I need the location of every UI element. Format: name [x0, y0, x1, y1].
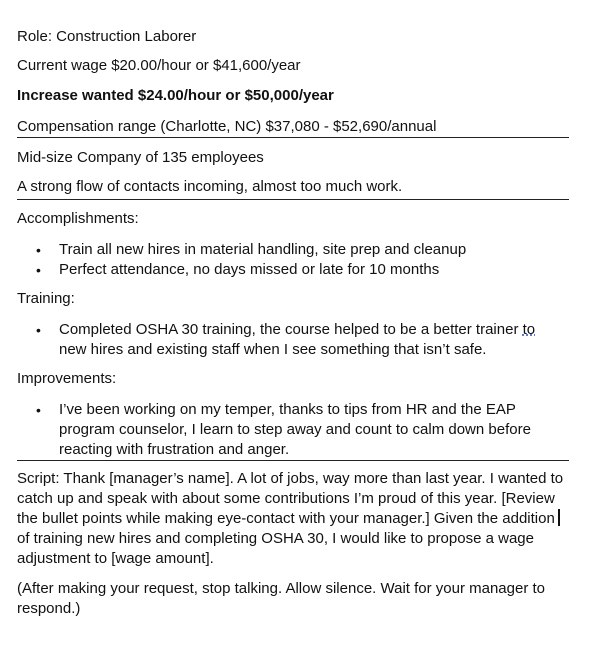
script-line: adjustment to [wage amount]. — [17, 550, 214, 567]
list-item-text: Train all new hires in material handling, site prep and cleanup — [59, 241, 467, 258]
grammar-flag-word[interactable]: to — [522, 321, 536, 338]
list-item-text: program counselor, I learn to step away and count to calm down before — [59, 421, 531, 438]
text-cursor — [558, 509, 560, 526]
script-line: Script: Thank [manager’s name]. A lot of jobs, way more than last year. I wanted to — [17, 470, 564, 487]
closing-line: (After making your request, stop talking. Allow silence. Wait for your manager to — [17, 580, 546, 597]
role-line: Role: Construction Laborer — [17, 28, 197, 45]
script-line: the bullet points while making eye-contact with your manager.] Given the addition — [17, 510, 555, 527]
training-list — [17, 320, 569, 360]
company-size-line: Mid-size Company of 135 employees — [17, 149, 264, 166]
current-wage-line: Current wage $20.00/hour or $41,600/year — [17, 57, 301, 74]
list-item — [17, 240, 569, 260]
accomplishments-heading: Accomplishments: — [17, 210, 139, 227]
bullet-icon: • — [36, 262, 41, 278]
bullet-icon: • — [36, 242, 41, 258]
improvements-heading: Improvements: — [17, 370, 117, 387]
list-item — [17, 400, 569, 460]
script-paragraph — [17, 469, 569, 569]
increase-wanted-line: Increase wanted $24.00/hour or $50,000/year — [17, 87, 334, 104]
list-item-text: Completed OSHA 30 training, the course helped to be a better trainer — [59, 321, 519, 338]
closing-paragraph — [17, 579, 569, 619]
document-page — [17, 27, 569, 619]
list-item-text: reacting with frustration and anger. — [59, 441, 290, 458]
compensation-range-line: Compensation range (Charlotte, NC) $37,080 - $52,690/annual — [17, 118, 437, 135]
bullet-icon: • — [36, 402, 41, 418]
bullet-icon: • — [36, 322, 41, 338]
closing-line: respond.) — [17, 600, 81, 617]
contact-flow-line: A strong flow of contacts incoming, almost too much work. — [17, 178, 403, 195]
list-item-text: new hires and existing staff when I see something that isn’t safe. — [59, 341, 487, 358]
list-item — [17, 260, 569, 280]
script-line: catch up and speak with about some contributions I’m proud of this year. [Review — [17, 490, 555, 507]
script-line: of training new hires and completing OSHA 30, I would like to propose a wage — [17, 530, 534, 547]
accomplishments-list — [17, 240, 569, 280]
list-item-text: I’ve been working on my temper, thanks to tips from HR and the EAP — [59, 401, 516, 418]
training-heading: Training: — [17, 290, 75, 307]
list-item — [17, 320, 569, 360]
improvements-list — [17, 400, 569, 460]
list-item-text: Perfect attendance, no days missed or late for 10 months — [59, 261, 440, 278]
